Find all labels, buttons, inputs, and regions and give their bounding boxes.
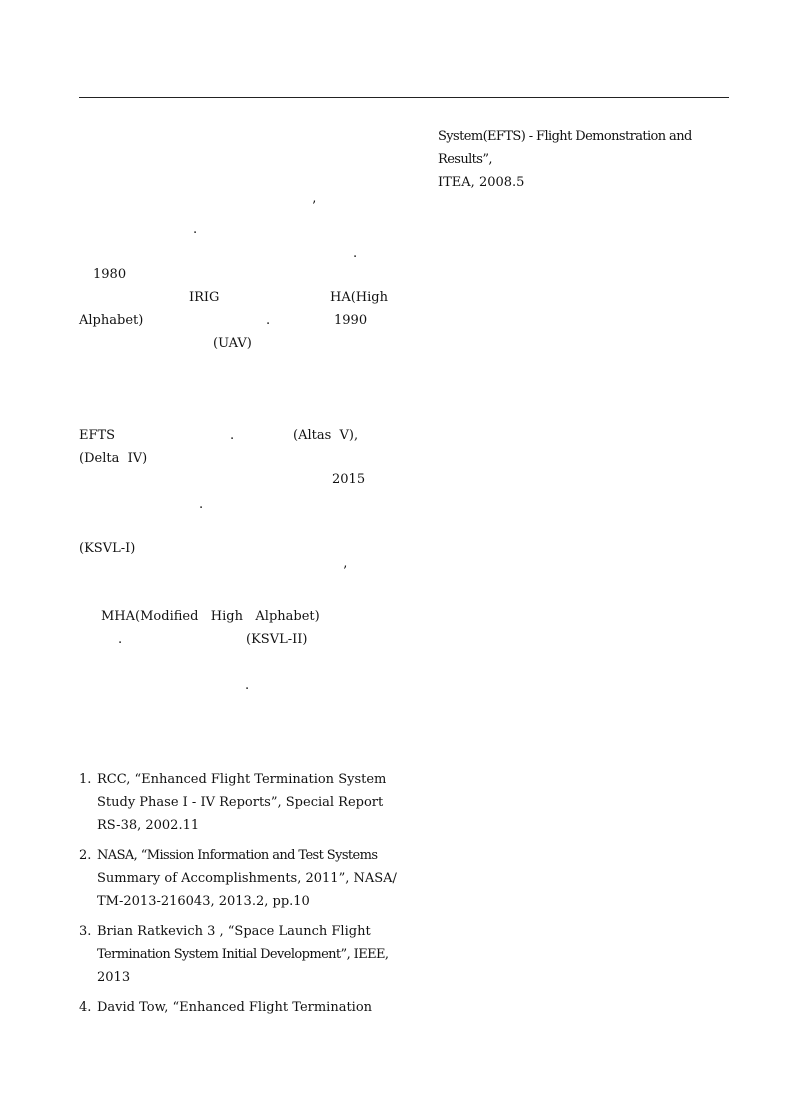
reference-item (79, 996, 399, 1019)
text-fragment: MHA(Modified High Alphabet) (101, 609, 320, 624)
reference-line: RS-38, 2002.11 (97, 818, 200, 833)
text-fragment: 1990 (334, 313, 368, 328)
text-fragment: (KSVL-I) (79, 541, 136, 556)
text-fragment: IRIG (189, 290, 220, 305)
text-fragment: EFTS (79, 428, 116, 443)
reference-item (79, 768, 399, 837)
reference-line: RCC, “Enhanced Flight Termination System (97, 772, 387, 787)
text-fragment: . (245, 678, 250, 693)
header-rule (79, 97, 729, 98)
text-fragment: Alphabet) (79, 313, 144, 328)
reference-line: Termination System Initial Development”, IEEE, (97, 947, 389, 962)
reference-number: 4. (79, 1000, 92, 1015)
text-fragment: . (193, 222, 198, 237)
reference-line: 2013 (97, 970, 131, 985)
text-fragment: . (230, 428, 235, 443)
text-fragment: . (353, 246, 358, 261)
text-fragment: (Delta IV) (79, 451, 148, 466)
reference-line: Brian Ratkevich 3 , “Space Launch Flight (97, 924, 371, 939)
text-fragment: (UAV) (213, 336, 252, 351)
text-fragment: (KSVL-II) (246, 632, 308, 647)
text-fragment: . (266, 313, 271, 328)
reference-number: 3. (79, 924, 92, 939)
reference-line: TM-2013-216043, 2013.2, pp.10 (97, 894, 310, 909)
text-fragment: 1980 (93, 267, 127, 282)
text-fragment: ’ (312, 199, 317, 214)
text-fragment: (Altas V), (293, 428, 359, 443)
reference-line: Summary of Accomplishments, 2011”, NASA/ (97, 871, 397, 886)
reference-item (79, 920, 399, 989)
text-fragment: 2015 (332, 472, 366, 487)
text-fragment: HA(High (330, 290, 388, 305)
reference-number: 1. (79, 772, 92, 787)
text-fragment: . (199, 497, 204, 512)
reference-line: David Tow, “Enhanced Flight Termination (97, 1000, 373, 1015)
reference-line: System(EFTS) - Flight Demonstration and Results”, (438, 129, 692, 167)
reference-line: ITEA, 2008.5 (438, 175, 525, 190)
reference-continuation (438, 125, 738, 194)
reference-list (79, 768, 399, 1026)
reference-line: NASA, “Mission Information and Test Systems (97, 848, 378, 863)
text-fragment: . (118, 632, 123, 647)
reference-number: 2. (79, 848, 92, 863)
reference-line: Study Phase I - IV Reports”, Special Report (97, 795, 384, 810)
reference-item (79, 844, 399, 913)
text-fragment: ’ (343, 564, 348, 579)
